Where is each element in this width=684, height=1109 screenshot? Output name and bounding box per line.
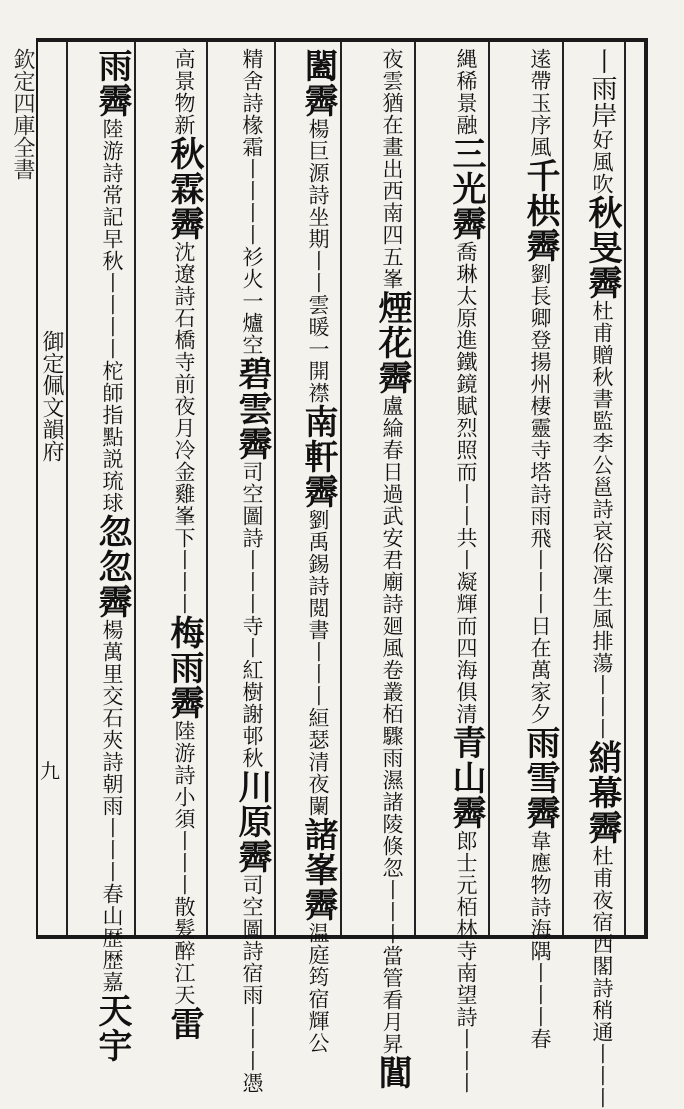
folio-number: 九 <box>40 759 60 783</box>
text-column <box>344 48 414 1090</box>
entry-text: 喬琳太原進鐵鏡賦烈照而 <box>454 241 478 483</box>
entry-headword: 諸峯霽 <box>298 817 338 922</box>
column-rule <box>66 42 68 935</box>
entry-headword: 綃幕霽 <box>582 740 622 845</box>
entry-text: 雨飛丨丨丨日在萬家夕 <box>528 505 552 725</box>
entry-text: 沈遼詩石橋寺前夜月 <box>172 241 196 439</box>
entry-headword: 南軒霽 <box>298 404 338 509</box>
entry-headword: 秋旻霽 <box>582 195 622 300</box>
entry-text: 劉禹錫詩閲書丨丨丨絙瑟清夜闌 <box>306 509 330 817</box>
entry-text: 驟雨濕諸陵倏忽丨丨丨當管看月昇 <box>380 725 404 1055</box>
column-rule <box>274 42 276 935</box>
column-rule <box>488 42 490 935</box>
entry-text: 杜甫贈秋書監李公邕詩 <box>590 300 614 520</box>
entry-headword: 雷 <box>164 1006 204 1041</box>
entry-text: 郎士元栢林寺南望詩丨丨丨 <box>454 830 478 1094</box>
entry-text: 韋應物詩海隅丨丨丨春 <box>528 830 552 1050</box>
entry-headword: 梅雨霽 <box>164 615 204 720</box>
entry-text: 縄稀 <box>454 48 478 92</box>
frame-bottom-border <box>36 935 648 939</box>
entry-headword: 闔霽 <box>298 48 338 118</box>
entry-text: 精舍詩椽霜丨丨丨 <box>240 48 264 224</box>
entry-text: 陸游詩小須丨丨丨散髮醉江天 <box>172 720 196 1006</box>
entry-text: 西南四五峯 <box>380 180 404 290</box>
entry-headword: 川原霽 <box>232 769 272 874</box>
entry-headword: 千栱霽 <box>520 158 560 263</box>
entry-text: 楊巨源詩坐期丨丨雲暖一開襟 <box>306 118 330 404</box>
entry-text: 逺帶玉 <box>528 48 552 114</box>
entry-text: 夜雲猶在畫出 <box>380 48 404 180</box>
frame-right-border <box>644 38 648 939</box>
entry-text: 司空圖詩丨丨丨寺丨紅樹謝邨秋 <box>240 461 264 769</box>
entry-text: 丨雨岸 <box>587 48 617 129</box>
entry-text: 丨丨共丨凝輝而四海俱清 <box>454 483 478 725</box>
entry-text: 陸游詩常記早秋丨丨丨 <box>100 118 124 338</box>
entry-text: 景融 <box>454 92 478 136</box>
entry-headword: 雨雪霽 <box>520 725 560 830</box>
entry-headword: 雨霽 <box>92 48 132 118</box>
entry-headword: 煙花霽 <box>372 290 412 395</box>
entry-text: 哀俗凜生風排蕩丨丨丨 <box>590 520 614 740</box>
column-rule <box>414 42 416 935</box>
entry-headword: 碧雲霽 <box>232 356 272 461</box>
entry-text: 楊萬里交石夾詩朝雨 <box>100 619 124 817</box>
entry-text: 丨柁師指點説琉球 <box>100 338 124 514</box>
entry-text: 物新 <box>172 92 196 136</box>
entry-text: 杜甫夜宿西閣詩稍通丨丨丨 <box>590 845 614 1109</box>
text-column <box>70 48 134 1063</box>
entry-headword: 秋霖霽 <box>164 136 204 241</box>
entry-text: 盧綸春日過武安君廟詩廻風卷叢栢 <box>380 395 404 725</box>
entry-headword: 三光霽 <box>446 136 486 241</box>
entry-text: 序風 <box>528 114 552 158</box>
entry-text: 司空圖詩宿雨丨丨丨憑 <box>240 874 264 1094</box>
entry-headword: 閶 <box>372 1055 412 1090</box>
column-rule <box>206 42 208 935</box>
text-column <box>492 48 562 1050</box>
column-rule <box>562 42 564 935</box>
entry-text: 温庭筠宿輝公 <box>306 922 330 1054</box>
entry-headword: 青山霽 <box>446 725 486 830</box>
text-column <box>566 48 624 1109</box>
text-column <box>278 48 340 1054</box>
text-column <box>210 48 274 1094</box>
column-rule <box>624 42 626 935</box>
text-column <box>418 48 488 1094</box>
text-column <box>138 48 206 1041</box>
column-rule <box>134 42 136 935</box>
entry-text: 丨衫火一爐空 <box>240 224 264 356</box>
entry-text: 冷金雞峯下丨丨丨 <box>172 439 196 615</box>
column-rule <box>340 42 342 935</box>
entry-text: 丨丨丨春山歴歴嘉 <box>100 817 124 993</box>
spine-title: 欽定四庫全書 <box>10 48 35 180</box>
side-title: 御定佩文韻府 <box>39 330 64 462</box>
entry-text: 高景 <box>172 48 196 92</box>
entry-text: 劉長卿登揚州棲靈寺塔詩 <box>528 263 552 505</box>
entry-text: 好風吹 <box>590 129 614 195</box>
entry-headword: 天宇 <box>92 993 132 1063</box>
frame-top-border <box>36 38 648 42</box>
entry-headword: 忽忽霽 <box>92 514 132 619</box>
